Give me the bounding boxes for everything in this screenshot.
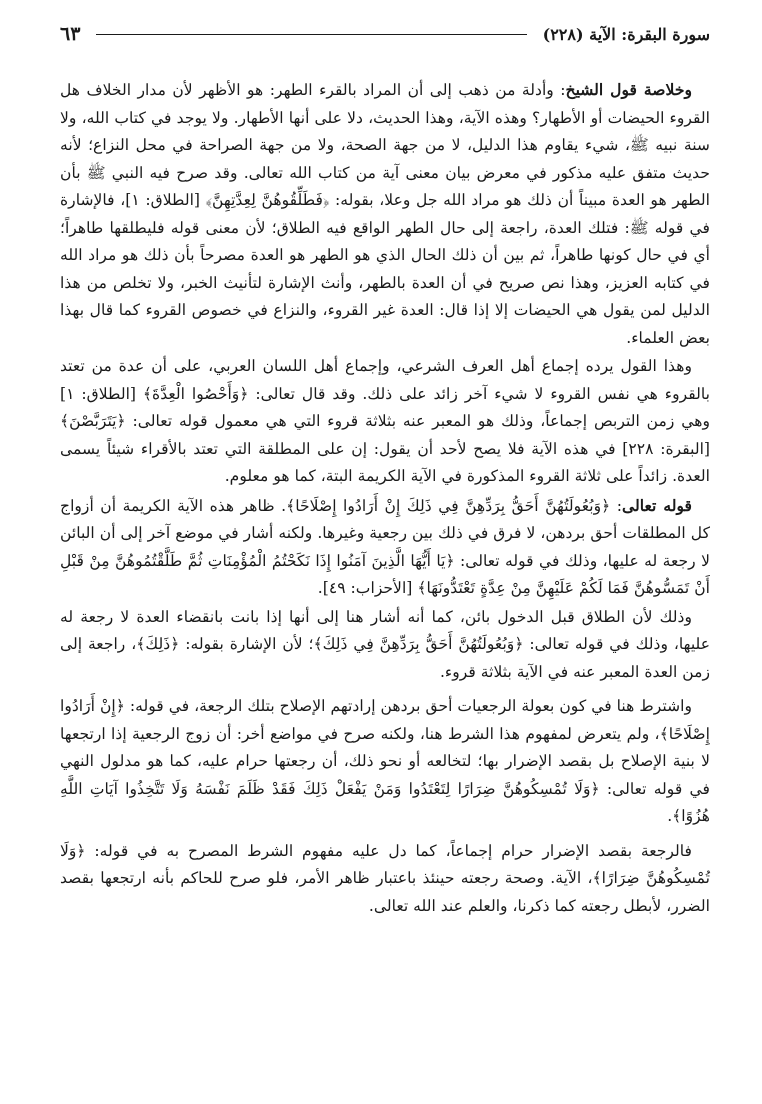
paragraph-lead: وخلاصة قول الشيخ (565, 80, 692, 99)
paragraph-text: وذلك لأن الطلاق قبل الدخول بائن، كما أنه أشار هنا إلى أنها إذا بانت بانقضاء العدة لا رجعة له عليها، وذلك في قوله تعالى: ﴿وَبُعُولَتُهُنَّ أَحَقُّ بِرَدِّهِنَّ فِي ذَلِكَ﴾؛ لأن الإشارة بقوله: ﴿ذَلِكَ﴾، راجعة إلى زمن العدة المعبر عنه في الآية بثلاثة قروء. (60, 607, 710, 681)
paragraph-conclusion (60, 838, 710, 921)
page-number: ٦٣ (60, 23, 81, 45)
paragraph-divorce-before-consummation (60, 604, 710, 687)
paragraph-text: : وأدلة من ذهب إلى أن المراد بالقرء الطهر: هو الأظهر لأن مدار الخلاف هل القروء الحيضات أو الأطهار؟ وهذه الآية، وهذا الحديث، دلا على أنها الأطهار. ولا يوجد في كتاب الله، ولا سنة نبيه ﷺ، شيء يقاوم هذا الدليل، لا من جهة الصحة، ولا من جهة الصراحة في محل النزاع؛ لأنه حديث متفق عليه مذكور في معرض بيان معنى آية من كتاب الله تعالى. وقد صرح فيه النبي ﷺ بأن الطهر هو العدة مبيناً أن ذلك هو مراد الله جل وعلا، بقوله: ﴿فَطَلِّقُوهُنَّ لِعِدَّتِهِنَّ﴾ [الطلاق: ١]، فالإشارة في قوله ﷺ: فتلك العدة، راجعة إلى حال الطهر الواقع فيه الطلاق؛ لأن معنى قوله فليطلقها طاهراً؛ أي في حال كونها طاهراً، ثم بين أن ذلك الحال الذي هو الطهر هو العدة مصرحاً بأن ذلك هو مراد الله في كتابه العزيز، وهذا نص صريح في أن العدة بالطهر، وأنث الإشارة لتأنيث الخبر، ولا تخلص من هذا الدليل لمن يقول هي الحيضات إلا إذا قال: العدة غير القروء، والنزاع في خصوص القروء كما قال بهذا بعض العلماء. (60, 81, 710, 347)
running-title: سورة البقرة: الآية (٢٢٨) (542, 24, 710, 44)
paragraph-text: وهذا القول يرده إجماع أهل العرف الشرعي، وإجماع أهل اللسان العربي، على أن عدة من تعتد بالقروء هي نفس القروء لا شيء آخر زائد على ذلك. وقد قال تعالى: ﴿وَأَحْصُوا الْعِدَّةَ﴾ [الطلاق: ١] وهي زمن التربص إجماعاً، وذلك هو المعبر عنه بثلاثة قروء التي هي معمول قوله تعالى: ﴿يَتَرَبَّصْنَ﴾ [البقرة: ٢٢٨] في هذه الآية فلا يصح لأحد أن يقول: إن على المطلقة التي تعتد بالأقراء شيئاً يسمى العدة. زائداً على ثلاثة القروء المذكورة في الآية الكريمة البتة، كما هو معلوم. (60, 357, 710, 485)
page-body (60, 76, 710, 920)
paragraph-lead: قوله تعالى (622, 495, 693, 515)
paragraph-text: واشترط هنا في كون بعولة الرجعيات أحق بردهن إرادتهم الإصلاح بتلك الرجعة، في قوله: ﴿إِنْ أَرَادُوا إِصْلَاحًا﴾، ولم يتعرض لمفهوم هذا الشرط هنا، ولكنه صرح في مواضع أخر: أن زوج الرجعية إذا ارتجعها لا بنية الإصلاح بل بقصد الإضرار بها؛ لتخالعه أو نحو ذلك، أن رجعتها حرام عليه، كما هو مدلول النهي في قوله تعالى: ﴿وَلَا تُمْسِكُوهُنَّ ضِرَارًا لِتَعْتَدُوا وَمَنْ يَفْعَلْ ذَلِكَ فَقَدْ ظَلَمَ نَفْسَهُ وَلَا تَتَّخِذُوا آيَاتِ اللَّهِ هُزُوًا﴾. (60, 697, 710, 825)
paragraph-text: فالرجعة بقصد الإضرار حرام إجماعاً، كما دل عليه مفهوم الشرط المصرح به في قوله: ﴿وَلَا تُمْسِكُوهُنَّ ضِرَارًا﴾، الآية. وصحة رجعته حينئذ باعتبار ظاهر الأمر، فلو صرح للحاكم بأنه ارتجعها بقصد الضرر، لأبطل رجعته كما ذكرنا، والعلم عند الله تعالى. (60, 841, 710, 915)
paragraph-verse-commentary (60, 492, 710, 603)
paragraph-text: : ﴿وَبُعُولَتُهُنَّ أَحَقُّ بِرَدِّهِنَّ فِي ذَلِكَ إِنْ أَرَادُوا إِصْلَاحًا﴾. ظاهر هذه الآية الكريمة أن أزواج كل المطلقات أحق بردهن، لا فرق في ذلك بين رجعية وغيرها. ولكنه أشار في موضع آخر إلى أن البائن لا رجعة له عليها، وذلك في قوله تعالى: ﴿يَا أَيُّهَا الَّذِينَ آمَنُوا إِذَا نَكَحْتُمُ الْمُؤْمِنَاتِ ثُمَّ طَلَّقْتُمُوهُنَّ مِنْ قَبْلِ أَنْ تَمَسُّوهُنَّ فَمَا لَكُمْ عَلَيْهِنَّ مِنْ عِدَّةٍ تَعْتَدُّونَهَا﴾ [الأحزاب: ٤٩]. (60, 496, 710, 597)
page-header (60, 18, 710, 50)
page (60, 18, 710, 1088)
header-rule (96, 34, 526, 35)
paragraph-summary (60, 76, 710, 352)
paragraph-refutation (60, 353, 710, 491)
paragraph-condition (60, 693, 710, 831)
